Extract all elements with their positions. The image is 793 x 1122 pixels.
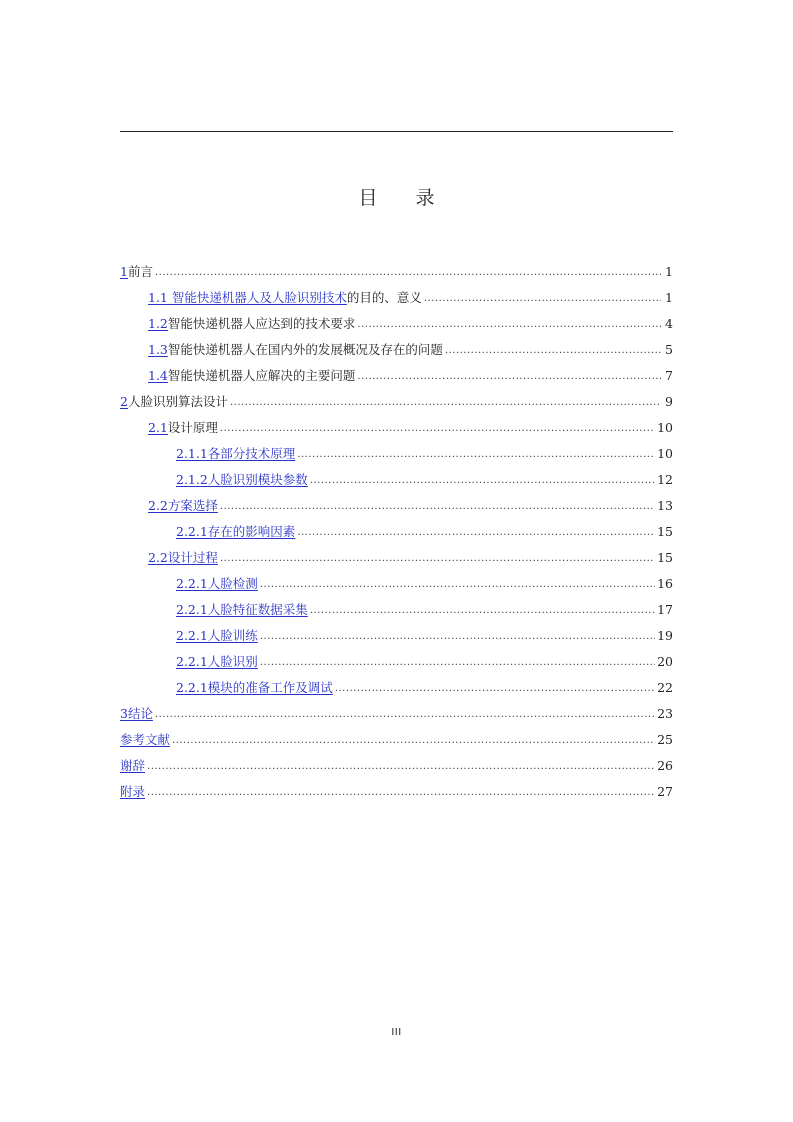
dot-leader: [147, 761, 655, 772]
toc-entry-link[interactable]: 2.1.2人脸识别模块参数: [176, 472, 308, 487]
dot-leader: [220, 423, 655, 434]
dot-leader: [220, 501, 655, 512]
dot-leader: [297, 527, 655, 538]
toc-entry-link[interactable]: 1.3: [148, 341, 168, 357]
toc-entry: [120, 752, 673, 778]
toc-entry: [120, 492, 673, 518]
toc-entry-link[interactable]: 1.4: [148, 367, 168, 383]
toc-entry: [120, 778, 673, 804]
toc-entry-link[interactable]: 附录: [120, 784, 146, 799]
toc-entry-link[interactable]: 2.2方案选择: [148, 498, 218, 513]
toc-entry: [120, 674, 673, 700]
page-title: 目 录: [358, 187, 451, 209]
toc-entry-text: 智能快递机器人在国内外的发展概况及存在的问题: [167, 342, 443, 357]
toc-entry: [120, 284, 673, 310]
dot-leader: [155, 267, 661, 278]
dot-leader: [260, 631, 655, 642]
dot-leader: [445, 345, 661, 356]
toc-entry-link[interactable]: 2.2.1人脸训练: [176, 628, 258, 643]
dot-leader: [424, 293, 661, 304]
toc-entry-text: 前言: [127, 264, 153, 279]
toc-page-number: 27: [657, 783, 673, 799]
toc-entry-text: 的目的、意义: [346, 290, 422, 305]
toc-page-number: 25: [657, 731, 673, 747]
dot-leader: [335, 683, 655, 694]
dot-leader: [297, 449, 655, 460]
table-of-contents: [120, 258, 673, 804]
toc-page-number: 1: [665, 263, 673, 279]
toc-entry: [120, 466, 673, 492]
toc-entry: [120, 622, 673, 648]
toc-page-number: 17: [657, 601, 673, 617]
toc-page-number: 9: [665, 393, 673, 409]
dot-leader: [230, 397, 661, 408]
toc-entry-link[interactable]: 2.1: [148, 419, 168, 435]
dot-leader: [260, 657, 655, 668]
toc-entry: [120, 596, 673, 622]
toc-entry-link[interactable]: 2.2.1人脸特征数据采集: [176, 602, 308, 617]
toc-page-number: 26: [657, 757, 673, 773]
dot-leader: [310, 475, 655, 486]
toc-entry-link[interactable]: 1: [120, 263, 128, 279]
toc-entry-text: 设计原理: [167, 420, 218, 435]
dot-leader: [220, 553, 655, 564]
toc-page-number: 15: [657, 523, 673, 539]
toc-page-number: 10: [657, 419, 673, 435]
header-rule: [120, 131, 673, 132]
toc-page-number: 23: [657, 705, 673, 721]
toc-entry-link[interactable]: 2.2.1人脸检测: [176, 576, 258, 591]
toc-entry: [120, 648, 673, 674]
toc-page-number: 7: [665, 367, 673, 383]
toc-entry: [120, 258, 673, 284]
toc-page-number: 16: [657, 575, 673, 591]
dot-leader: [172, 735, 655, 746]
toc-entry: [120, 388, 673, 414]
dot-leader: [357, 371, 661, 382]
toc-entry-link[interactable]: 1.1 智能快递机器人及人脸识别技术: [148, 290, 347, 305]
toc-page-number: 12: [657, 471, 673, 487]
toc-entry: [120, 310, 673, 336]
toc-page-number: 19: [657, 627, 673, 643]
toc-entry-link[interactable]: 2: [120, 393, 128, 409]
toc-entry: [120, 700, 673, 726]
page-number: III: [391, 1027, 402, 1038]
toc-page-number: 4: [665, 315, 673, 331]
toc-entry-link[interactable]: 3结论: [120, 706, 153, 721]
toc-page-number: 10: [657, 445, 673, 461]
toc-entry-link[interactable]: 参考文献: [120, 732, 171, 747]
toc-page-number: 20: [657, 653, 673, 669]
toc-entry-link[interactable]: 2.1.1各部分技术原理: [176, 446, 296, 461]
toc-page-number: 5: [665, 341, 673, 357]
toc-entry: [120, 440, 673, 466]
toc-entry-text: 智能快递机器人应达到的技术要求: [167, 316, 356, 331]
toc-entry: [120, 414, 673, 440]
dot-leader: [260, 579, 655, 590]
toc-entry-link[interactable]: 1.2: [148, 315, 168, 331]
toc-entry-text: 人脸识别算法设计: [127, 394, 228, 409]
toc-entry-link[interactable]: 2.2设计过程: [148, 550, 218, 565]
dot-leader: [357, 319, 661, 330]
toc-entry-link[interactable]: 2.2.1人脸识别: [176, 654, 258, 669]
dot-leader: [155, 709, 655, 720]
dot-leader: [147, 787, 655, 798]
toc-entry-text: 智能快递机器人应解决的主要问题: [167, 368, 356, 383]
toc-entry-link[interactable]: 2.2.1模块的准备工作及调试: [176, 680, 333, 695]
toc-entry-link[interactable]: 2.2.1存在的影响因素: [176, 524, 296, 539]
toc-page-number: 15: [657, 549, 673, 565]
toc-entry: [120, 544, 673, 570]
toc-entry: [120, 518, 673, 544]
toc-entry: [120, 570, 673, 596]
toc-entry-link[interactable]: 谢辞: [120, 758, 146, 773]
toc-entry: [120, 362, 673, 388]
toc-page-number: 22: [657, 679, 673, 695]
toc-entry: [120, 336, 673, 362]
toc-page-number: 13: [657, 497, 673, 513]
dot-leader: [310, 605, 655, 616]
toc-entry: [120, 726, 673, 752]
toc-page-number: 1: [665, 289, 673, 305]
